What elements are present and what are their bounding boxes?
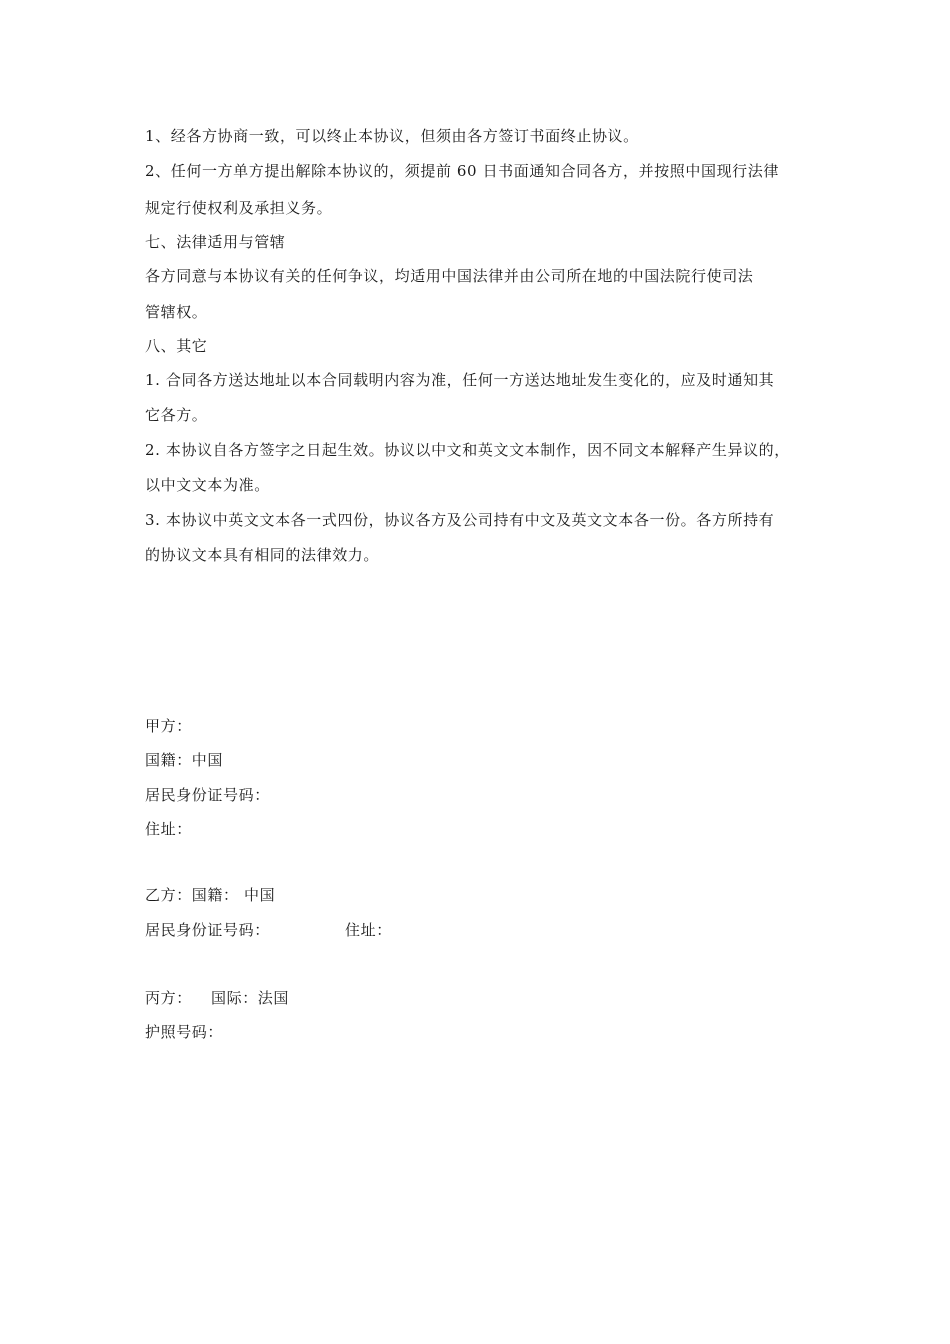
section-7-body-line-1: 各方同意与本协议有关的任何争议，均适用中国法律并由公司所在地的中国法院行使司法 [145, 267, 754, 285]
party-a-address: 住址： [145, 820, 192, 838]
section-8-item-2-line-2: 以中文文本为准。 [145, 476, 270, 494]
party-c-label: 丙方： [145, 989, 192, 1007]
party-b-address: 住址： [345, 921, 392, 939]
section-7-heading: 七、法律适用与管辖 [145, 233, 286, 251]
termination-item-1: 1、经各方协商一致，可以终止本协议，但须由各方签订书面终止协议。 [145, 127, 639, 145]
section-7-body-line-2: 管辖权。 [145, 303, 208, 321]
termination-item-2-line-1: 2、任何一方单方提出解除本协议的，须提前 60 日书面通知合同各方，并按照中国现行法律 [145, 162, 779, 180]
party-a-id-number: 居民身份证号码： [145, 786, 270, 804]
section-8-item-3-line-1: 3. 本协议中英文文本各一式四份，协议各方及公司持有中文及英文文本各一份。各方所持有 [145, 511, 775, 529]
party-c-passport: 护照号码： [145, 1023, 224, 1041]
party-a-label: 甲方： [145, 717, 192, 735]
section-8-item-2-line-1: 2. 本协议自各方签字之日起生效。协议以中文和英文文本制作，因不同文本解释产生异议的， [145, 441, 790, 459]
section-8-item-1-line-1: 1. 合同各方送达地址以本合同载明内容为准，任何一方送达地址发生变化的，应及时通知其 [145, 371, 775, 389]
party-b-id-number: 居民身份证号码： [145, 921, 270, 939]
party-b-label-nationality: 乙方：国籍： 中国 [145, 886, 276, 904]
party-c-nationality: 国际：法国 [211, 989, 290, 1007]
section-8-heading: 八、其它 [145, 337, 208, 355]
termination-item-2-line-2: 规定行使权利及承担义务。 [145, 199, 333, 217]
party-a-nationality: 国籍：中国 [145, 751, 224, 769]
section-8-item-1-line-2: 它各方。 [145, 406, 208, 424]
section-8-item-3-line-2: 的协议文本具有相同的法律效力。 [145, 546, 380, 564]
